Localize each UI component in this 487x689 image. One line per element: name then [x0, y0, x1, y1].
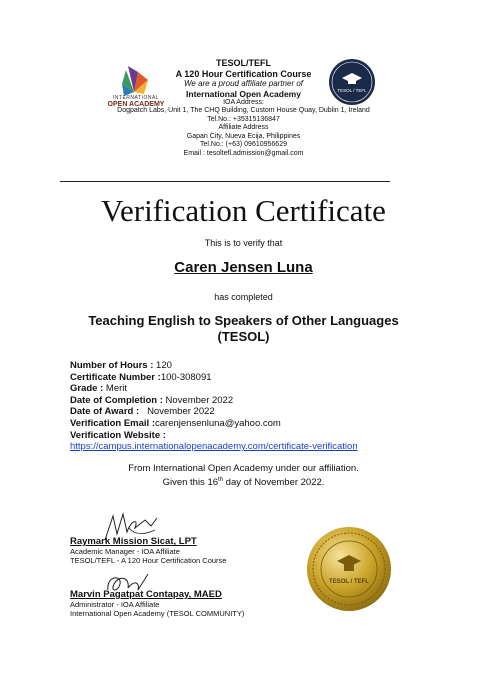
verify-text: This is to verify that [204, 238, 283, 248]
cert-number-row [70, 372, 430, 384]
hours-value: 120 [153, 360, 172, 371]
recipient-name [0, 259, 487, 276]
grade-label: Grade : [70, 383, 104, 395]
affiliate-address: Gapan City, Nueva Ecija, Philippines [186, 132, 301, 140]
affiliate-tel: Tel.No.: (+63) 09610956629 [200, 141, 287, 149]
partner-line: We are a proud affiliate partner of [183, 79, 304, 88]
affiliation-line2-pre: Given this 16 [162, 476, 219, 488]
website-row [70, 430, 430, 442]
signatory-2 [70, 589, 310, 618]
certificate-details [70, 360, 430, 453]
completion-row [70, 395, 430, 407]
partner-name: International Open Academy [186, 88, 301, 99]
signatory-1-org: TESOL/TEFL - A 120 Hour Certification Course [70, 556, 227, 566]
award-label: Date of Award : [70, 406, 140, 418]
gold-seal [305, 525, 393, 613]
affiliate-address-label: Affiliate Address [218, 124, 269, 132]
recipient-name-text: Caren Jensen Luna [174, 259, 313, 276]
program-name: TESOL/TEFL [216, 58, 271, 68]
signatory-1 [70, 536, 290, 565]
hours-row [70, 360, 430, 372]
seal-text: TESOL / TEFL [329, 579, 369, 585]
website-label: Verification Website : [70, 429, 166, 441]
contact-email: Email : tesoltefl.admission@gmail.com [183, 150, 304, 158]
affiliation-statement [0, 463, 487, 488]
verification-website-link[interactable]: https://campus.internationalopenacademy.com/certificate-verification [70, 441, 358, 453]
ioa-logo-line1: INTERNATIONAL [112, 95, 160, 101]
email-label: Verification Email : [70, 417, 155, 429]
course-name-line1: Teaching English to Speakers of Other Languages [88, 313, 399, 328]
affiliation-line2-sup: th [218, 476, 224, 483]
ioa-tel: Tel.No.: +35315136847 [207, 115, 280, 123]
affiliation-line2-post: day of November 2022. [223, 476, 325, 488]
award-row [70, 406, 430, 418]
signatory-2-role: Administrator - IOA Affiliate [70, 600, 160, 609]
email-value: carenjensenluna@yahoo.com [155, 417, 281, 429]
signatory-2-org: International Open Academy (TESOL COMMUNITY) [70, 609, 245, 619]
ioa-address: Dogpatch Labs, Unit 1, The CHQ Building, Custom House Quay, Dublin 1, Ireland [117, 107, 370, 115]
cert-number-value: 100-308091 [160, 371, 212, 383]
header-block [0, 58, 487, 159]
hours-label: Number of Hours : [70, 360, 154, 371]
course-name-line2: (TESOL) [217, 329, 270, 344]
certificate-title: Verification Certificate [101, 193, 386, 228]
signatory-1-name: Raymark Mission Sicat, LPT [70, 536, 197, 547]
header-divider [60, 181, 390, 182]
ioa-logo-line2: OPEN ACADEMY [107, 100, 165, 108]
grade-row [70, 383, 430, 395]
completion-value: November 2022 [162, 394, 234, 406]
grade-value: Merit [103, 383, 128, 395]
signatory-1-role: Academic Manager - IOA Affiliate [70, 547, 180, 556]
course-title: A 120 Hour Certification Course [175, 68, 312, 79]
completion-label: Date of Completion : [70, 394, 163, 406]
course-name [0, 313, 487, 345]
ioa-address-label: IOA Address: [223, 98, 264, 106]
affiliation-line1: From International Open Academy under our affiliation. [128, 463, 359, 474]
cert-number-label: Certificate Number : [70, 371, 161, 383]
signatory-2-name: Marvin Pagatpat Contapay, MAED [70, 589, 222, 600]
tesol-badge-text: TESOL / TEFL [337, 88, 367, 93]
affiliation-line2 [0, 475, 487, 489]
completed-text: has completed [214, 292, 273, 302]
award-value: November 2022 [139, 406, 215, 418]
email-row [70, 418, 430, 430]
